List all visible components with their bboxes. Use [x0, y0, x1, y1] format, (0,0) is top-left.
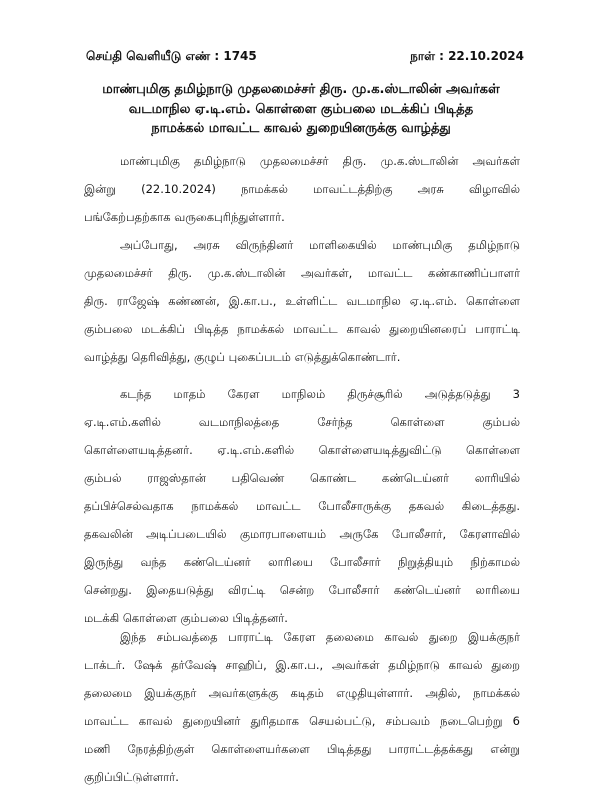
paragraph-line: வாழ்த்து தெரிவித்து, குழுப் புகைப்படம் எடுத்துக்கொண்டார். [84, 350, 401, 364]
release-header [86, 48, 524, 66]
paragraph-line: மாண்புமிகு தமிழ்நாடு முதலமைச்சர் திரு. மு.க.ஸ்டாலின் அவர்கள் [120, 154, 520, 168]
paragraph-line: கொள்ளையடித்தனர். ஏ.டி.எம்.களில் கொள்ளையடித்துவிட்டு கொள்ளை [84, 443, 520, 457]
body-paragraph-4 [84, 623, 520, 791]
paragraph-line: தகவலின் அடிப்படையில் குமாரபாளையம் அருகே போலீசார், கேரளாவில் [84, 527, 520, 541]
release-date: நாள் : 22.10.2024 [410, 49, 524, 63]
paragraph-line: மணி நேரத்திற்குள் கொள்ளையர்களை பிடித்தது பாராட்டத்தக்கது என்று [84, 742, 520, 756]
paragraph-line: மடக்கி கொள்ளை கும்பலை பிடித்தனர். [84, 611, 288, 625]
release-number: செய்தி வெளியீடு எண் : 1745 [86, 49, 257, 63]
body-paragraph-1 [84, 147, 520, 231]
paragraph-line: ஏ.டி.எம்.களில் வடமாநிலத்தை சேர்ந்த கொள்ளை கும்பல் [84, 415, 520, 429]
paragraph-line: மாவட்ட காவல் துறையினர் துரிதமாக செயல்பட்டு, சம்பவம் நடைபெற்று 6 [84, 714, 520, 728]
paragraph-line: குறிப்பிட்டுள்ளார். [84, 770, 179, 784]
paragraph-line: திரு. ராஜேஷ் கண்ணன், இ.கா.ப., உள்ளிட்ட வடமாநில ஏ.டி.எம். கொள்ளை [84, 294, 520, 308]
body-paragraph-2 [84, 231, 520, 371]
paragraph-line: இருந்து வந்த கண்டெய்னர் லாரியை போலீசார் நிறுத்தியும் நிற்காமல் [84, 555, 520, 569]
body-paragraph-3 [84, 380, 520, 632]
paragraph-line: இன்று (22.10.2024) நாமக்கல் மாவட்டத்திற்கு அரசு விழாவில் [84, 182, 520, 196]
paragraph-line: இந்த சம்பவத்தை பாராட்டி கேரள தலைமை காவல் துறை இயக்குநர் [120, 630, 520, 644]
paragraph-line: முதலமைச்சர் திரு. மு.க.ஸ்டாலின் அவர்கள், மாவட்ட கண்காணிப்பாளர் [84, 266, 520, 280]
paragraph-line: டாக்டர். ஷேக் தர்வேஷ் சாஹிப், இ.கா.ப., அவர்கள் தமிழ்நாடு காவல் துறை [84, 658, 520, 672]
paragraph-line: கும்பலை மடக்கிப் பிடித்த நாமக்கல் மாவட்ட காவல் துறையினரைப் பாராட்டி [84, 322, 520, 336]
title-line: மாண்புமிகு தமிழ்நாடு முதலமைச்சர் திரு. மு.க.ஸ்டாலின் அவர்கள் [102, 82, 500, 97]
paragraph-line: தப்பிச்செல்வதாக நாமக்கல் மாவட்ட போலீசாருக்கு தகவல் கிடைத்தது. [84, 499, 520, 513]
paragraph-line: சென்றது. இதையடுத்து விரட்டி சென்ற போலீசார் கண்டெய்னர் லாரியை [84, 583, 520, 597]
paragraph-line: தலைமை இயக்குநர் அவர்களுக்கு கடிதம் எழுதியுள்ளார். அதில், நாமக்கல் [84, 686, 520, 700]
title-line: வடமாநில ஏ.டி.எம். கொள்ளை கும்பலை மடக்கிப் பிடித்த [128, 101, 474, 117]
release-title [70, 80, 532, 139]
paragraph-line: பங்கேற்பதற்காக வருகைபுரிந்துள்ளார். [84, 210, 285, 224]
title-line: நாமக்கல் மாவட்ட காவல் துறையினருக்கு வாழ்த்து [151, 121, 451, 136]
paragraph-line: அப்போது, அரசு விருந்தினர் மாளிகையில் மாண்புமிகு தமிழ்நாடு [120, 238, 520, 252]
paragraph-line: கும்பல் ராஜஸ்தான் பதிவெண் கொண்ட கண்டெய்னர் லாரியில் [84, 471, 520, 485]
paragraph-line: கடந்த மாதம் கேரள மாநிலம் திருச்சூரில் அடுத்தடுத்து 3 [120, 387, 520, 401]
